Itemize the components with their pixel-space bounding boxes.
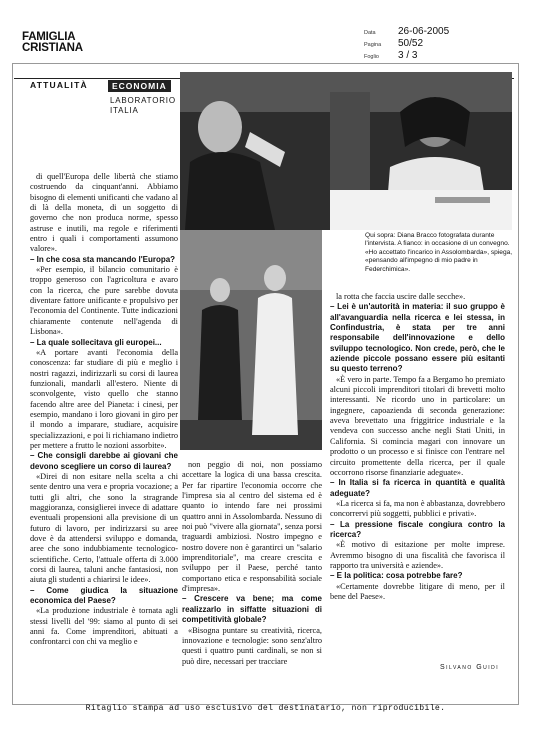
page-label: Pagina	[364, 42, 382, 48]
article-paragraph: «Certamente dovrebbe litigare di meno, per il bene del Paese».	[330, 581, 505, 601]
article-paragraph: «A portare avanti l'economia della conoscenza: far studiare di più e meglio i nostri ragazzi, indirizzarli su corsi di laurea funzionali, mandarli all'estero. Niente di sconvolgente, visto quello che stanno facendo altre aree del Pianeta: i cinesi, per esempio, mandano i loro giovani in giro per il mondo a imparare, studiare, acquisire specializzazioni, e poi li richiamano indietro per mettere a frutto le nozioni assorbite».	[30, 347, 178, 450]
article-column-3	[330, 292, 505, 602]
copyright-footer: Ritaglio stampa ad uso esclusivo del destinatario, non riproducibile.	[85, 704, 446, 713]
article-paragraph: «La ricerca si fa, ma non è abbastanza, dovrebbero concorrervi più soggetti, pubblici e privati».	[330, 498, 505, 519]
article-paragraph: «Direi di non esitare nella scelta a chi sente dentro una vera e propria vocazione; a tutti gli altri, che sono la stragrande maggioranza, consiglierei invece di adattare eventuali propensioni alla previsione di un futuro di lavoro, per indirizzarsi su aree dove è da attendersi sviluppo e domanda, aree che sono indubbiamente tecnologico-scientifiche. Certo, l'attuale offerta di 3.000 corsi di laurea, taluni anche fantasiosi, non aiuta gli studenti a chiarirsi le idee».	[30, 471, 178, 585]
article-column-1	[30, 172, 178, 648]
photo-convegno-art	[180, 230, 322, 450]
date-label: Data	[364, 30, 376, 36]
article-paragraph: «Bisogna puntare su creatività, ricerca, innovazione e tecnologie: sono senz'altro questi i quattro punti cardinali, se non si può dire, necessari per tracciare	[182, 625, 322, 666]
clipping-metadata	[364, 26, 449, 62]
article-paragraph: «La produzione industriale è tornata agli stessi livelli del '99: siamo al punto di sei anni fa. Come imprenditori, abituati a confrontarci con chi va meglio e	[30, 606, 178, 647]
masthead-line2: CRISTIANA	[22, 42, 83, 54]
page-value: 50/52	[398, 38, 424, 49]
section-subtitle	[110, 96, 176, 116]
photo-convegno	[180, 230, 322, 450]
date-value: 26-06-2005	[398, 26, 450, 37]
interview-question: – Crescere va bene; ma come realizzarlo in siffatte situazioni di competitività globale?	[182, 594, 322, 625]
subtitle-line2: ITALIA	[110, 106, 139, 115]
section-economia: ECONOMIA	[108, 80, 171, 92]
interview-question: – E la politica: cosa potrebbe fare?	[330, 571, 463, 581]
interview-question: – Lei è un'autorità in materia: il suo gruppo è all'avanguardia nella ricerca e lei stessa, in Confindustria, è stata per tre anni responsabile dell'innovazione e dello sviluppo tecnologico. Non crede, però, che le aziende piccole possano essere più esitanti su questo terreno?	[330, 302, 505, 374]
article-paragraph: «Per esempio, il bilancio comunitario è troppo generoso con l'agricoltura e avaro con la ricerca, che pure sarebbe dovuta diventare fattore unificante e propulsivo per l'economia del Continente. Tutte indicazioni chiaramente contenute nell'agenda di Lisbona».	[30, 265, 178, 337]
photo-interview	[180, 72, 512, 230]
section-tag: ATTUALITÀ	[30, 80, 88, 90]
subtitle-line1: LABORATORIO	[110, 96, 176, 105]
article-column-2	[182, 460, 322, 667]
sheet-value: 3 / 3	[398, 50, 418, 61]
interview-question: – La quale sollecitava gli europei...	[30, 337, 162, 347]
sheet-label: Foglio	[364, 54, 379, 60]
article-paragraph: la rotta che faccia uscire dalle secche».	[336, 292, 466, 301]
interview-question: – In che cosa sta mancando l'Europa?	[30, 254, 176, 264]
article-paragraph: «È motivo di esitazione per molte imprese. Avremmo bisogno di una fiscalità che favorisca il rapporto tra università e aziende».	[330, 540, 505, 570]
article-paragraph: di quell'Europa delle libertà che stiamo costruendo da cinquant'anni. Abbiamo bisogno di elementi unificanti che vadano al di là della moneta, di un soggetto di governo che non produca norme, spesso astruse e inutili, ma regole e riferimenti entro i quali i comportamenti assumono valore».	[30, 172, 178, 254]
photo-interview-art	[180, 72, 512, 230]
interview-question: – Che consigli darebbe ai giovani che devono scegliere un corso di laurea?	[30, 451, 178, 471]
masthead-logo	[22, 32, 83, 54]
interview-question: – La pressione fiscale congiura contro la ricerca?	[330, 519, 505, 539]
article-paragraph: «È vero in parte. Tempo fa a Bergamo ho premiato alcuni piccoli imprenditori titolari di brevetti molto interessanti. Ne ricordo uno in particolare: un ingegnere, capoazienda di seconda generazione: aveva brevettato una friggitrice industriale e la vendeva con successo anche negli Stati Uniti, in California. Si comincia magari con innovare un prodotto o un processo e si finisce con l'entrare nel circuito promettente della ricerca, per il quale occorrono risorse finanziarie adeguate».	[330, 374, 505, 477]
author-signature: Silvano Guidi	[440, 664, 500, 671]
masthead-line1: FAMIGLIA	[22, 31, 76, 43]
photo-caption: Qui sopra: Diana Bracco fotografata durante l'intervista. A fianco: in occasione di un convegno. «Ho accettato l'incarico in Assolombarda», spiega, «pensando all'impegno di mio padre in Federchimica».	[365, 232, 513, 273]
interview-question: – Come giudica la situazione economica del Paese?	[30, 585, 178, 606]
interview-question: – In Italia si fa ricerca in quantità e qualità adeguate?	[330, 478, 505, 498]
article-paragraph: non peggio di noi, non possiamo accettare la logica di una bassa crescita. Per far ripartire l'economia occorre che l'impresa sia al centro del sistema ed è quanto io intendo fare nei prossimi quattro anni in Assolombarda. Nessuno di noi può "vivere alla giornata", senza porsi traguardi ambiziosi. Nostro impegno e nostro dovere non è garantirci un "salario imprenditoriale", ma creare crescita e sviluppo per il Paese, perché tanto comportano etica e responsabilità sociale d'impresa».	[182, 460, 322, 594]
